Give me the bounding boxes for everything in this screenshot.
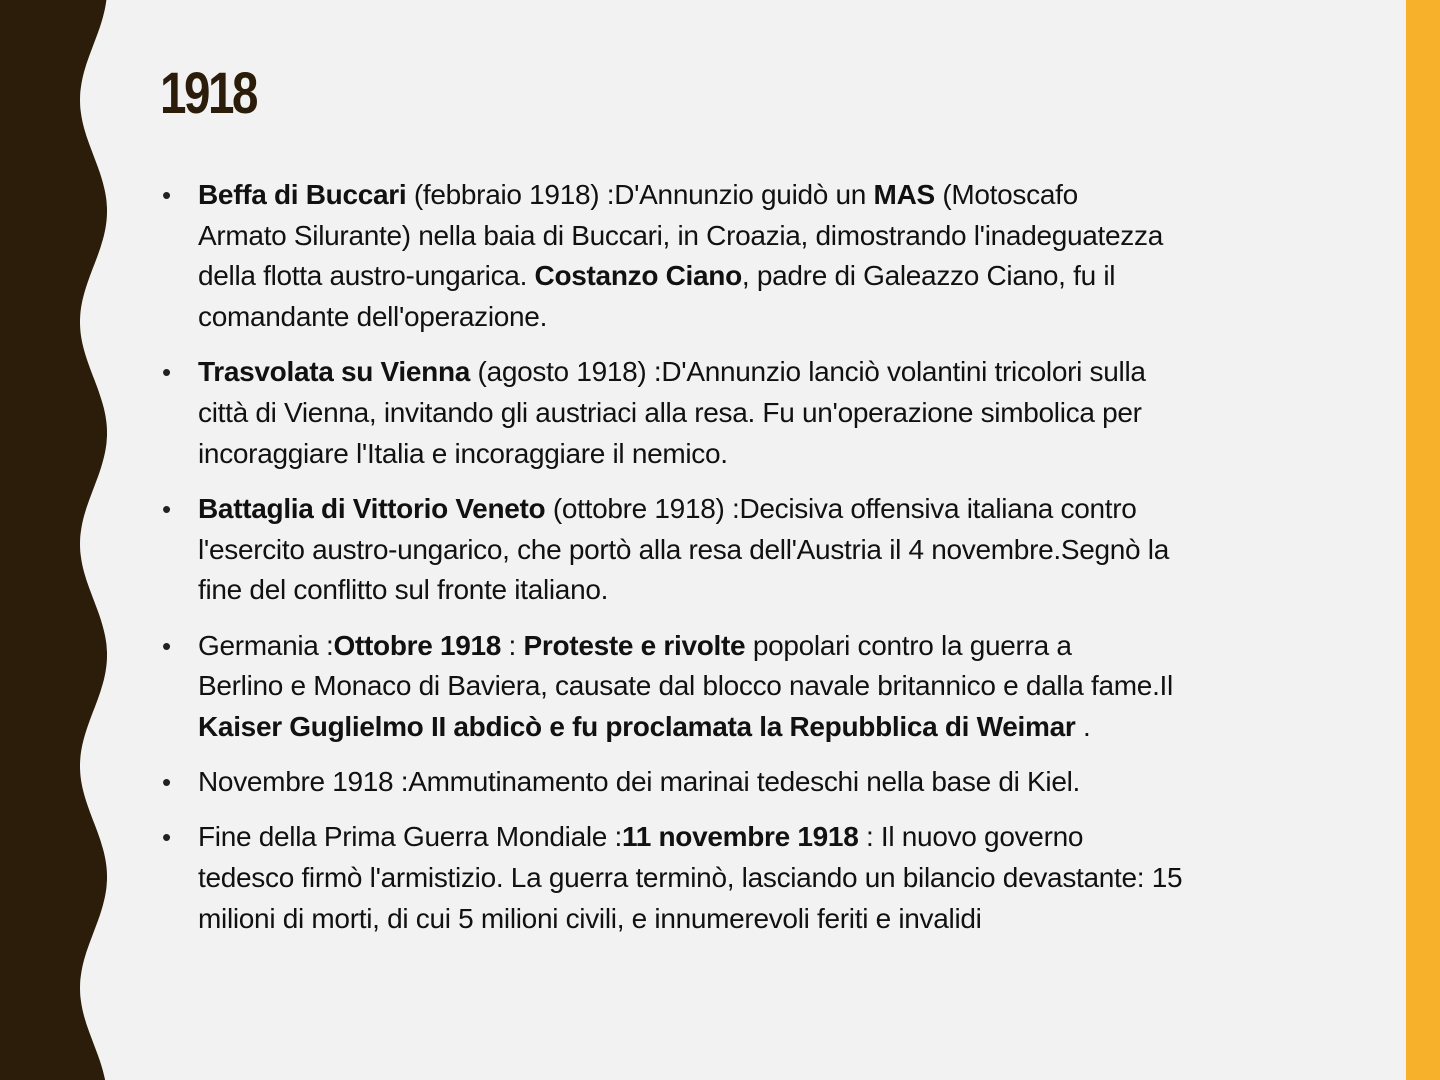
text-line <box>198 256 1360 297</box>
list-item <box>160 352 1360 474</box>
text: Armato Silurante) nella baia di Buccari, in Croazia, dimostrando l'inadeguatezza <box>198 219 1163 251</box>
list-item <box>160 817 1360 939</box>
bullet-icon: • <box>162 630 172 661</box>
text: (agosto 1918) :D'Annunzio lanciò volantini tricolori sulla <box>470 356 1146 388</box>
accent-bar <box>1406 0 1440 1080</box>
bullet-icon: • <box>162 357 172 388</box>
text: comandante dell'operazione. <box>198 301 548 333</box>
text: popolari contro la guerra a <box>745 629 1072 661</box>
bullet-icon: • <box>162 822 172 853</box>
text-line <box>198 817 1360 858</box>
text-line <box>198 626 1360 667</box>
list-item <box>160 175 1360 338</box>
bullet-icon: • <box>162 493 172 524</box>
text-line <box>198 762 1360 803</box>
slide-title: 1918 <box>160 61 256 126</box>
text-line <box>198 393 1360 434</box>
text: Germania : <box>198 629 334 661</box>
text-line <box>198 666 1360 707</box>
text-line <box>198 175 1360 216</box>
text: fine del conflitto sul fronte italiano. <box>198 574 609 606</box>
bold-text: Beffa di Buccari <box>198 179 407 210</box>
text-line <box>198 707 1360 748</box>
bullet-icon: • <box>162 180 172 210</box>
bold-text: Costanzo Ciano <box>534 260 742 292</box>
text-line <box>198 858 1360 899</box>
bold-text: Battaglia di Vittorio Veneto <box>198 492 546 524</box>
text: incoraggiare l'Italia e incoraggiare il nemico. <box>198 437 728 469</box>
bullet-list <box>160 175 1360 954</box>
text: (Motoscafo <box>934 179 1078 210</box>
text-line <box>198 570 1360 611</box>
text: , padre di Galeazzo Ciano, fu il <box>741 260 1116 292</box>
list-item <box>160 762 1360 803</box>
text: : <box>501 629 524 661</box>
text-line <box>198 297 1360 338</box>
text-line <box>198 489 1360 530</box>
bold-text: Proteste e rivolte <box>523 629 746 661</box>
text-line <box>198 352 1360 393</box>
text: l'esercito austro-ungarico, che portò alla resa dell'Austria il 4 novembre.Segnò la <box>198 533 1169 565</box>
text-line <box>198 216 1360 257</box>
text: Fine della Prima Guerra Mondiale : <box>198 821 622 853</box>
text: milioni di morti, di cui 5 milioni civili, e innumerevoli feriti e invalidi <box>198 902 982 934</box>
bullet-icon: • <box>162 767 172 798</box>
text-line <box>198 530 1360 571</box>
text: Novembre 1918 :Ammutinamento dei marinai tedeschi nella base di Kiel. <box>198 766 1081 798</box>
bold-text: Ottobre 1918 <box>333 629 502 661</box>
list-item <box>160 489 1360 611</box>
text: . <box>1075 710 1091 742</box>
text: (ottobre 1918) :Decisiva offensiva italiana contro <box>545 492 1137 524</box>
wavy-side-band <box>0 0 120 1080</box>
bold-text: Kaiser Guglielmo II abdicò e fu proclamata la Repubblica di Weimar <box>198 710 1076 742</box>
text: (febbraio 1918) :D'Annunzio guidò un <box>406 179 874 210</box>
text: Berlino e Monaco di Baviera, causate dal blocco navale britannico e dalla fame.Il <box>198 670 1173 702</box>
list-item <box>160 626 1360 748</box>
text: della flotta austro-ungarica. <box>198 260 535 292</box>
bold-text: 11 novembre 1918 <box>622 821 859 853</box>
text: tedesco firmò l'armistizio. La guerra terminò, lasciando un bilancio devastante: 15 <box>198 862 1183 894</box>
text-line <box>198 899 1360 940</box>
text-line <box>198 434 1360 475</box>
text: : Il nuovo governo <box>858 821 1084 853</box>
bold-text: Trasvolata su Vienna <box>198 356 471 388</box>
bold-text: MAS <box>873 179 935 210</box>
text: città di Vienna, invitando gli austriaci alla resa. Fu un'operazione simbolica per <box>198 397 1142 429</box>
